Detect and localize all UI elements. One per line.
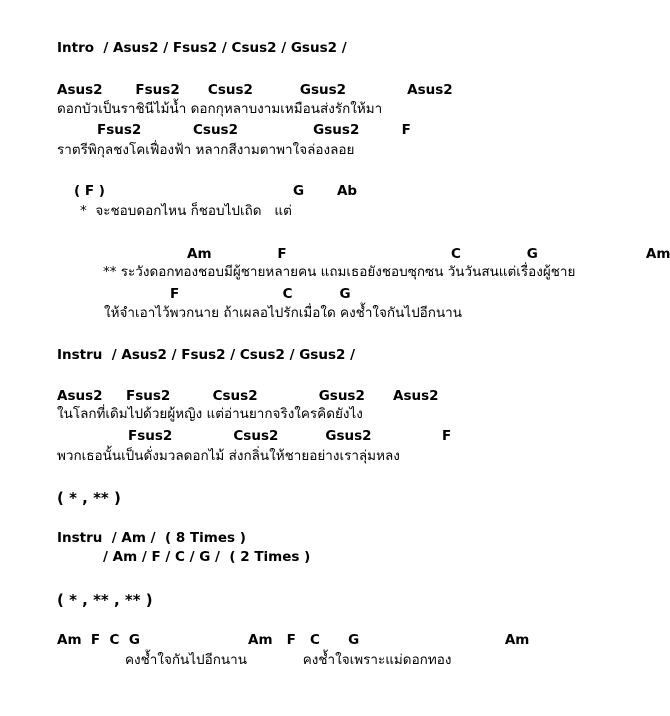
verse2-chords-2: Fsus2 Csus2 Gsus2 F: [128, 428, 452, 444]
prechorus-lyric: * จะชอบดอกไหน ก็ชอบไปเถิด แต่: [80, 203, 292, 219]
verse1-chords-1: Asus2 Fsus2 Csus2 Gsus2 Asus2: [57, 82, 453, 98]
verse1-lyric-2: ราตรีพิกุลชงโคเฟื่องฟ้า หลากสีงามตาพาใจล่องลอย: [57, 142, 355, 158]
repeat-marker-2: ( * , ** , ** ): [57, 591, 153, 609]
verse1-chords-2: Fsus2 Csus2 Gsus2 F: [97, 122, 411, 138]
instru-line-3: / Am / F / C / G / ( 2 Times ): [103, 549, 311, 565]
outro-chords: Am F C G Am F C G Am: [57, 632, 530, 648]
verse2-lyric-2: พวกเธอนั้นเป็นดั่งมวลดอกไม้ ส่งกลิ่นให้ชายอย่างเราลุ่มหลง: [57, 448, 400, 464]
verse2-lyric-1: ในโลกที่เดิมไปด้วยผู้หญิง แต่อ่านยากจริงใครคิดยังไง: [57, 406, 363, 422]
intro-line: Intro / Asus2 / Fsus2 / Csus2 / Gsus2 /: [57, 40, 347, 56]
instru-line-2: Instru / Am / ( 8 Times ): [57, 530, 246, 546]
instru-line-1: Instru / Asus2 / Fsus2 / Csus2 / Gsus2 /: [57, 347, 356, 363]
prechorus-chords: ( F ) G Ab: [74, 183, 358, 199]
chorus-lyric-2: ให้จำเอาไว้พวกนาย ถ้าเผลอไปรักเมื่อใด คงช้ำใจกันไปอีกนาน: [104, 305, 462, 321]
chorus-chords-2: F C G: [170, 286, 351, 302]
repeat-marker-1: ( * , ** ): [57, 489, 121, 507]
outro-lyric: คงช้ำใจกันไปอีกนาน คงช้ำใจเพราะแม่ดอกทอง: [125, 652, 452, 668]
verse1-lyric-1: ดอกบัวเป็นราชินีไม้น้ำ ดอกกุหลาบงามเหมือนส่งรักให้มา: [57, 101, 383, 117]
verse2-chords-1: Asus2 Fsus2 Csus2 Gsus2 Asus2: [57, 388, 439, 404]
chorus-chords-1: Am F C G Am: [187, 246, 670, 262]
chorus-lyric-1: ** ระวังดอกทองชอบมีผู้ชายหลายคน แถมเธอยังชอบซุกซน วันวันสนแต่เรื่องผู้ชาย: [103, 264, 576, 280]
